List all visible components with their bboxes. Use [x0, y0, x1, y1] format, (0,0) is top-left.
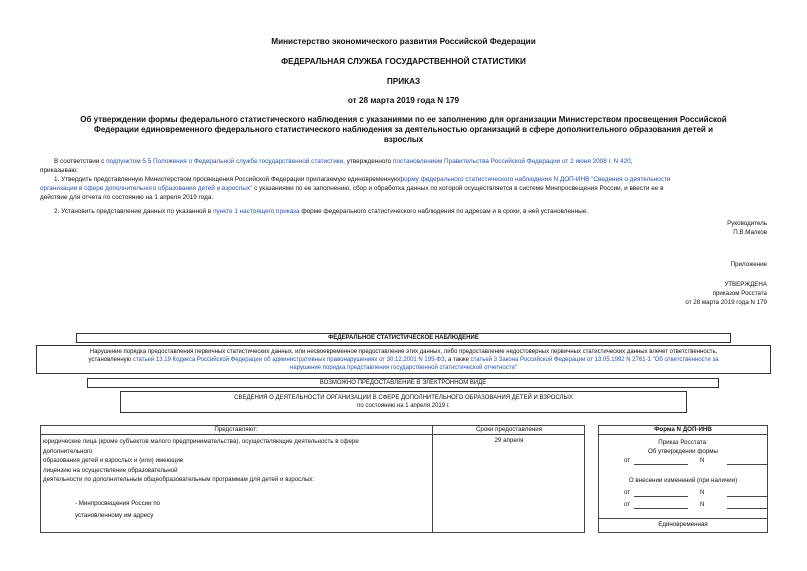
recipient-line2: установленному им адресу	[75, 512, 154, 519]
preamble-order: приказываю:	[40, 167, 78, 174]
submitters-line2: дополнительного	[43, 447, 93, 455]
link-form-dop-inv[interactable]: форму федерального статистического наблюдения N ДОП-ИНВ "Сведения о деятельности	[398, 176, 671, 183]
form-header-divider	[598, 434, 768, 435]
link-form-dop-inv-cont[interactable]: организации в сфере дополнительного образования детей и взрослых"	[40, 185, 253, 192]
appendix-approval	[685, 280, 767, 307]
approve-ot-label: от	[624, 457, 631, 464]
table-header-divider	[40, 434, 585, 435]
change1-number-field[interactable]	[727, 496, 767, 497]
link-law-2761-1-cont[interactable]: нарушение порядка представления государственной статистической отчетности"	[290, 365, 517, 371]
federal-observation-box	[76, 333, 731, 343]
warning-mid: , а также	[444, 357, 469, 363]
approve-form-label: Об утверждении формы	[647, 448, 719, 455]
change1-ot-label: от	[624, 489, 631, 496]
approved-label: УТВЕРЖДЕНА	[724, 281, 767, 288]
change1-date-field[interactable]	[634, 496, 688, 497]
item-1	[40, 175, 780, 202]
item-2-start: 2. Установить представление данных по указанной в	[54, 208, 212, 215]
item-1-mid: с указаниями по ее заполнению, сбор и обработка данных по которой осуществляется в системе Минпросвещения России, и ввести ее в	[252, 185, 664, 192]
approve-n-label: N	[700, 457, 705, 464]
warning-line2-start: установленную	[88, 357, 132, 363]
recipient-line1: - Минпросвещения России по	[75, 500, 161, 507]
link-koap-13-19[interactable]: статьей 13.19 Кодекса Российской Федерации об административных правонарушениях от 30.12.2001 N 195-ФЗ	[132, 357, 445, 363]
col-submit-header: Представляют:	[214, 426, 258, 433]
electronic-label: ВОЗМОЖНО ПРЕДОСТАВЛЕНИЕ В ЭЛЕКТРОННОМ ВИДЕ	[319, 380, 487, 386]
link-government-decree[interactable]: постановлением Правительства Российской Федерации от 2 июня 2008 г. N 420	[392, 158, 631, 165]
rosstat-order-label: Приказ Росстата:	[658, 439, 708, 446]
form-footer-divider	[598, 518, 768, 519]
preamble-start: В соответствии с	[54, 158, 105, 165]
approved-by-order: приказом Росстата	[712, 290, 767, 297]
electronic-box	[87, 378, 719, 388]
change1-n-label: N	[700, 489, 705, 496]
signature	[727, 219, 767, 237]
col-deadline-header: Сроки предоставления	[475, 426, 543, 433]
submitters-text	[43, 437, 428, 485]
doc-title-line3: взрослых	[383, 135, 424, 144]
form-number: Форма N ДОП-ИНВ	[654, 426, 712, 433]
submitters-line1: юридические лица (кроме субъектов малого предпринимательства), осуществляющие деятельность в сфере	[43, 438, 359, 445]
preamble-mid: , утвержденного	[343, 158, 392, 165]
link-subparagraph-5-5[interactable]: подпунктом 5.5 Положения о Федеральной службе государственной статистики	[106, 158, 344, 165]
approve-number-field[interactable]	[727, 464, 767, 465]
info-title: СВЕДЕНИЯ О ДЕЯТЕЛЬНОСТИ ОРГАНИЗАЦИИ В СФЕРЕ ДОПОЛНИТЕЛЬНОГО ОБРАЗОВАНИЯ ДЕТЕЙ И ВЗРОСЛЫХ	[234, 395, 573, 401]
ministry-name: Министерство экономического развития Российской Федерации	[271, 37, 536, 46]
preamble-end: ,	[630, 158, 633, 165]
change2-n-label: N	[700, 501, 705, 508]
federal-observation-label: ФЕДЕРАЛЬНОЕ СТАТИСТИЧЕСКОЕ НАБЛЮДЕНИЕ	[328, 335, 479, 341]
change2-number-field[interactable]	[727, 508, 767, 509]
info-date: по состоянию на 1 апреля 2019 г.	[357, 403, 450, 409]
doc-date-number: от 28 марта 2019 года N 179	[347, 96, 460, 105]
item-1-start: 1. Утвердить представленную Министерством просвещения Российской Федерации прилагаемую единовременную	[54, 176, 399, 183]
signature-role: Руководитель	[727, 220, 767, 227]
item-1-end: действие для отчета по состоянию на 1 апреля 2019 года.	[40, 194, 214, 201]
doc-title-line2: Федерации единовременного федерального статистического наблюдения за деятельностью организаций в сфере дополнительного образования детей и	[93, 125, 713, 134]
signature-name: П.В.Малков	[733, 229, 767, 236]
item-2-end: форме федерального статистического наблюдения по адресам и в сроки, в ней установленные.	[299, 208, 589, 215]
info-box	[120, 391, 687, 413]
rosstat-order-block	[598, 438, 768, 456]
changes-label: О внесении изменений (при наличии)	[628, 477, 738, 484]
doc-title-line1: Об утверждении формы федерального статистического наблюдения с указаниями по ее заполнению для организации Министерством просвещения Российской	[80, 115, 727, 124]
link-law-2761-1[interactable]: статьей 3 Закона Российской Федерации от 13.05.1992 N 2761-1 "Об ответственности за	[470, 357, 719, 363]
doc-type: ПРИКАЗ	[386, 77, 421, 86]
item-2	[54, 207, 780, 216]
warning-line1: Нарушение порядка предоставления первичных статистических данных, или несвоевременное предоставление этих данных, либо предоставление недостоверных первичных статистических данных влечет ответственность,	[89, 349, 718, 355]
submitters-line3: образования детей и взрослых и (или) имеющие	[43, 457, 184, 464]
preamble	[40, 157, 780, 175]
approved-date: от 28 марта 2019 года N 179	[685, 299, 767, 306]
service-name: ФЕДЕРАЛЬНАЯ СЛУЖБА ГОСУДАРСТВЕННОЙ СТАТИСТИКИ	[281, 57, 526, 66]
recipient-text	[75, 498, 160, 522]
warning-box	[36, 345, 771, 374]
deadline-value: 29 апреля	[494, 437, 524, 444]
submitters-line5: деятельности по дополнительным общеобразовательным программам для детей и взрослых:	[43, 476, 315, 483]
approve-date-field[interactable]	[634, 464, 688, 465]
submitters-line4: лицензию на осуществление образовательной	[43, 466, 178, 474]
change2-ot-label: от	[624, 501, 631, 508]
one-time-label: Единовременная	[658, 521, 708, 528]
link-point-1[interactable]: пункте 1 настоящего приказа	[213, 208, 300, 215]
appendix-label: Приложение	[730, 261, 767, 268]
doc-title	[20, 115, 787, 145]
change2-date-field[interactable]	[634, 508, 688, 509]
